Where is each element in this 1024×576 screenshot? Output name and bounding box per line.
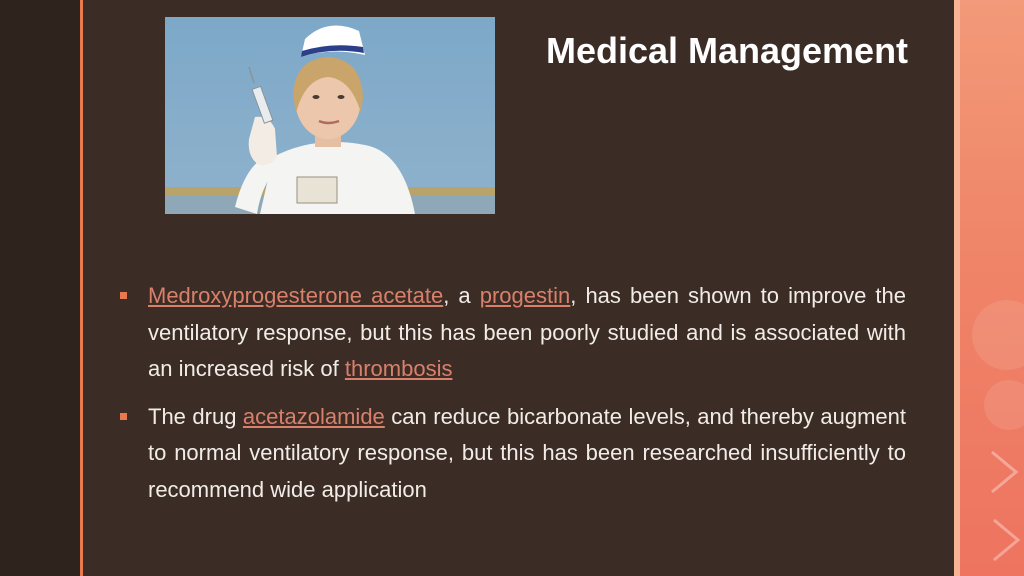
progestin-link[interactable]: progestin: [479, 283, 571, 308]
right-decorative-band: [954, 0, 1024, 576]
left-accent-rule: [80, 0, 83, 576]
thrombosis-link[interactable]: thrombosis: [344, 356, 453, 381]
bullet-item: [120, 399, 906, 509]
bullet-list: [120, 278, 906, 519]
bullet-text: , a: [443, 283, 480, 308]
square-bullet-icon: [120, 292, 127, 299]
chevron-decoration-icon: [954, 0, 1024, 576]
acetazolamide-link[interactable]: acetazolamide: [242, 403, 385, 429]
left-margin: [0, 0, 80, 576]
bullet-text: can reduce bicarbonate levels, and thereby augment to normal ventilatory response, but this has been researched insufficiently to recommend wide application: [148, 403, 906, 502]
nurse-photo: [165, 17, 495, 214]
medroxyprogesterone-link[interactable]: Medroxyprogesterone acetate: [148, 283, 444, 308]
bullet-item: [120, 278, 906, 388]
bullet-text: , has been shown to improve the ventilatory response, but this has been poorly studied and is associated with an increased risk of: [148, 283, 906, 381]
slide-title: Medical Management: [545, 30, 909, 71]
square-bullet-icon: [120, 413, 127, 420]
bullet-text: The drug: [148, 403, 243, 429]
